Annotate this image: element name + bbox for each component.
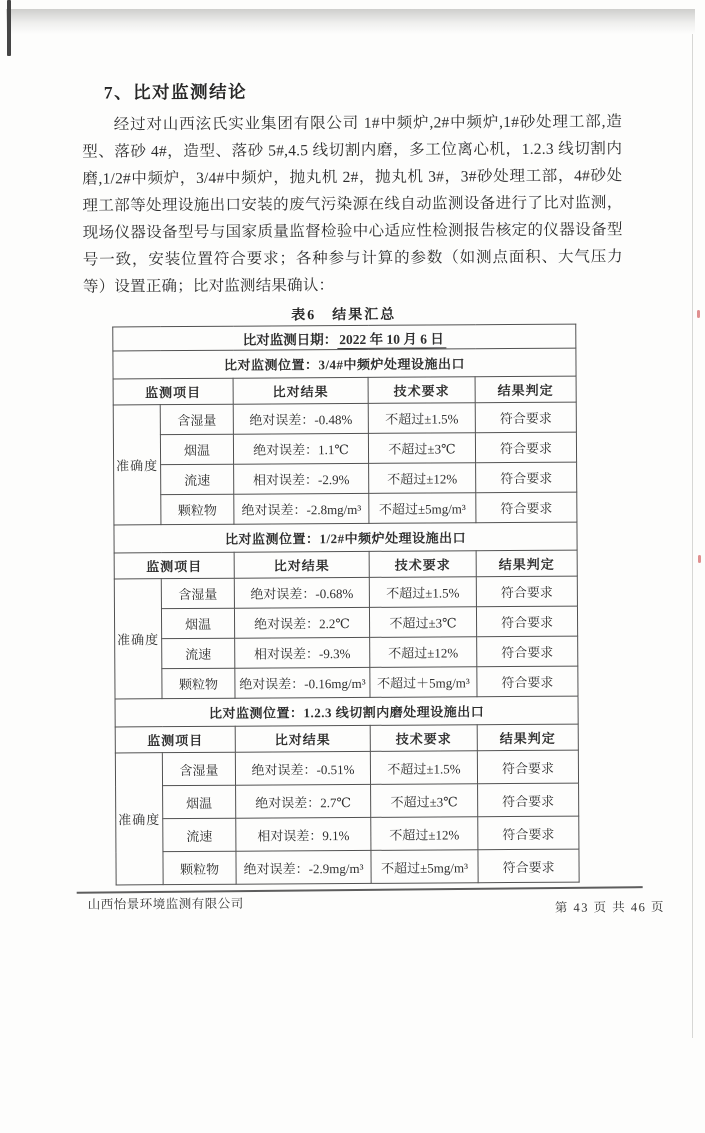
judgement-cell: 符合要求 [478, 816, 579, 850]
table-row [113, 402, 576, 435]
table-row [115, 666, 578, 699]
result-cell: 绝对误差：2.2℃ [234, 607, 369, 638]
footer-divider [77, 886, 643, 893]
footer-page-number: 第 43 页 共 46 页 [554, 900, 665, 915]
item-cell: 流速 [162, 638, 235, 668]
section-heading: 7、比对监测结论 [103, 81, 248, 103]
judgement-cell: 符合要求 [476, 462, 577, 493]
table-row [116, 849, 579, 885]
location-row [113, 348, 576, 379]
table-caption: 表6 结果汇总 [291, 307, 397, 324]
item-cell: 烟温 [161, 608, 234, 638]
requirement-cell: 不超过±1.5% [369, 577, 476, 608]
conclusion-paragraph: 经过对山西泫氏实业集团有限公司 1#中频炉,2#中频炉,1#砂处理工部,造型、落砂 4#，造型、落砂 5#,4.5 线切割内磨，多工位离心机，1.2.3 线切割内磨,1/2#中频炉，3/4#中频炉，抛丸机 2#，抛丸机 3#，3#砂处理工部，4#砂处理工部等处理设施出口安装的废气污染源在线自动监测设备进行了比对监测，现场仪器设备型号与国家质量监督检验中心适应性检测报告核定的仪器设备型号一致，安装位置符合要求；各种参与计算的参数（如测点面积、大气压力等）设置正确；比对监测结果确认： [82, 113, 623, 296]
date-cell [113, 324, 576, 351]
item-cell: 流速 [161, 464, 234, 494]
result-cell: 相对误差：9.1% [236, 817, 371, 851]
header-requirement: 技术要求 [370, 725, 477, 752]
location-row [114, 522, 577, 553]
table-row [116, 816, 579, 852]
location-cell: 比对监测位置：1.2.3 线切割内磨处理设施出口 [115, 696, 578, 727]
date-value: 2022 年 10 月 6 日 [337, 331, 446, 349]
header-judgement: 结果判定 [475, 376, 576, 403]
table-row [116, 783, 579, 819]
result-cell: 绝对误差：2.7℃ [236, 784, 371, 818]
header-item: 监测项目 [114, 552, 234, 579]
requirement-cell: 不超过±1.5% [368, 403, 475, 434]
judgement-cell: 符合要求 [477, 636, 578, 667]
requirement-cell: 不超过±3℃ [371, 784, 478, 818]
judgement-cell: 符合要求 [476, 576, 577, 607]
result-cell: 绝对误差：-2.9mg/m³ [236, 850, 371, 884]
table-row [114, 492, 577, 525]
table-row [113, 432, 576, 465]
header-judgement: 结果判定 [476, 550, 577, 577]
judgement-cell: 符合要求 [475, 432, 576, 463]
accuracy-cell: 准确度 [114, 579, 162, 699]
header-requirement: 技术要求 [369, 551, 476, 578]
requirement-cell: 不超过±3℃ [369, 607, 476, 638]
requirement-cell: 不超过±1.5% [370, 751, 477, 785]
judgement-cell: 符合要求 [478, 849, 579, 883]
item-cell: 烟温 [163, 785, 236, 818]
requirement-cell: 不超过±3℃ [368, 433, 475, 464]
item-cell: 颗粒物 [162, 668, 235, 698]
judgement-cell: 符合要求 [477, 750, 578, 784]
judgement-cell: 符合要求 [475, 402, 576, 433]
header-item: 监测项目 [113, 378, 233, 405]
table-row [114, 606, 577, 639]
location-cell: 比对监测位置：1/2#中频炉处理设施出口 [114, 522, 577, 553]
header-judgement: 结果判定 [477, 724, 578, 751]
date-row [113, 324, 576, 351]
judgement-cell: 符合要求 [476, 492, 577, 523]
item-cell: 颗粒物 [161, 494, 234, 524]
location-row [115, 696, 578, 727]
table-row [115, 636, 578, 669]
table-row [114, 462, 577, 495]
item-cell: 颗粒物 [163, 851, 236, 884]
location-cell: 比对监测位置：3/4#中频炉处理设施出口 [113, 348, 576, 379]
comparison-results-table [112, 324, 579, 886]
accuracy-cell: 准确度 [113, 405, 161, 525]
requirement-cell: 不超过＋5mg/m³ [370, 667, 477, 698]
requirement-cell: 不超过±12% [370, 637, 477, 668]
result-cell: 绝对误差：-0.48% [233, 403, 368, 434]
table-row [115, 750, 578, 786]
requirement-cell: 不超过±5mg/m³ [369, 493, 476, 524]
item-cell: 流速 [163, 818, 236, 851]
header-requirement: 技术要求 [368, 377, 475, 404]
judgement-cell: 符合要求 [478, 783, 579, 817]
item-cell: 含湿量 [162, 752, 235, 785]
footer-company-name: 山西怡景环境监测有限公司 [87, 896, 244, 912]
item-cell: 含湿量 [160, 404, 233, 434]
table-row [114, 576, 577, 609]
header-result: 比对结果 [234, 551, 369, 578]
result-cell: 绝对误差：1.1℃ [233, 433, 368, 464]
result-cell: 相对误差：-9.3% [235, 637, 370, 668]
requirement-cell: 不超过±12% [369, 463, 476, 494]
header-result: 比对结果 [235, 725, 370, 752]
judgement-cell: 符合要求 [477, 666, 578, 697]
result-cell: 绝对误差：-0.68% [234, 577, 369, 608]
item-cell: 烟温 [160, 434, 233, 464]
result-cell: 绝对误差：-0.16mg/m³ [235, 667, 370, 698]
header-result: 比对结果 [233, 377, 368, 404]
judgement-cell: 符合要求 [476, 606, 577, 637]
result-cell: 绝对误差：-0.51% [235, 751, 370, 785]
header-row [113, 376, 576, 405]
result-cell: 绝对误差：-2.8mg/m³ [234, 493, 369, 524]
header-row [114, 550, 577, 579]
item-cell: 含湿量 [161, 578, 234, 608]
accuracy-cell: 准确度 [115, 753, 163, 885]
result-cell: 相对误差：-2.9% [234, 463, 369, 494]
requirement-cell: 不超过±12% [371, 817, 478, 851]
date-label: 比对监测日期： [242, 331, 338, 348]
requirement-cell: 不超过±5mg/m³ [371, 850, 478, 884]
header-item: 监测项目 [115, 726, 235, 753]
header-row [115, 724, 578, 753]
